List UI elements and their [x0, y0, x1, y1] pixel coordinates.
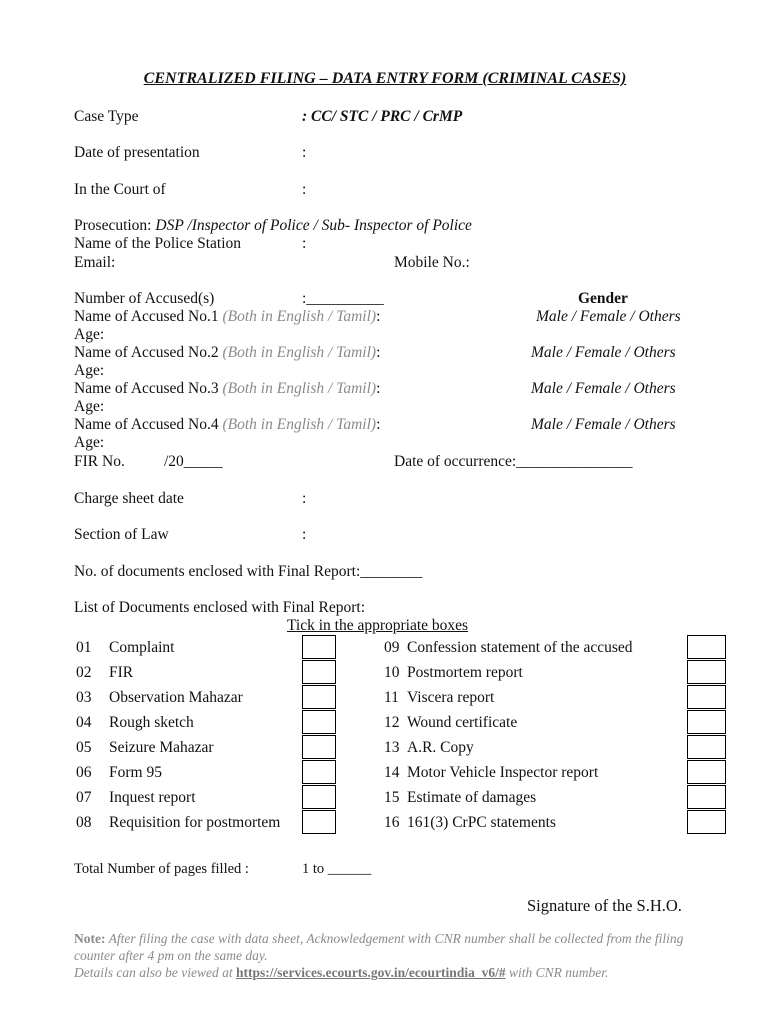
- accused-3-name: Name of Accused No.3 (Both in English / Tamil):: [74, 380, 381, 397]
- doc-checkbox-11[interactable]: [687, 685, 726, 709]
- tick-heading: Tick in the appropriate boxes: [287, 617, 469, 634]
- num-accused-label: Number of Accused(s): [74, 290, 215, 307]
- list-docs-label: List of Documents enclosed with Final Report:: [74, 599, 366, 616]
- accused-3-gender: Male / Female / Others: [531, 380, 676, 397]
- doc-row: 13 A.R. Copy: [384, 739, 474, 756]
- fir-label: FIR No.: [74, 453, 125, 470]
- police-station-colon: :: [302, 235, 307, 252]
- accused-1-hint: (Both in English / Tamil): [222, 308, 377, 325]
- prosecution-label: Prosecution:: [74, 217, 156, 234]
- num-docs-label: No. of documents enclosed with Final Report:________: [74, 563, 423, 580]
- footer-note: [74, 930, 714, 981]
- doc-checkbox-15[interactable]: [687, 785, 726, 809]
- court-colon: :: [302, 181, 307, 198]
- doc-checkbox-04[interactable]: [302, 710, 336, 734]
- signature-label: Signature of the S.H.O.: [527, 896, 682, 915]
- accused-4-gender: Male / Female / Others: [531, 416, 676, 433]
- fir-value: /20_____: [164, 453, 223, 470]
- occurrence-label: Date of occurrence:_______________: [394, 453, 633, 470]
- doc-checkbox-05[interactable]: [302, 735, 336, 759]
- date-presentation-label: Date of presentation: [74, 144, 200, 161]
- num-accused-value: :__________: [302, 290, 384, 307]
- doc-row: 03 Observation Mahazar: [76, 689, 243, 706]
- form-title: CENTRALIZED FILING – DATA ENTRY FORM (CRIMINAL CASES): [143, 70, 627, 87]
- ecourts-link[interactable]: https://services.ecourts.gov.in/ecourtindia_v6/#: [235, 965, 506, 980]
- doc-checkbox-07[interactable]: [302, 785, 336, 809]
- doc-row: 14 Motor Vehicle Inspector report: [384, 764, 599, 781]
- doc-checkbox-02[interactable]: [302, 660, 336, 684]
- doc-row: 09 Confession statement of the accused: [384, 639, 633, 656]
- doc-row: 04 Rough sketch: [76, 714, 194, 731]
- doc-checkbox-16[interactable]: [687, 810, 726, 834]
- accused-2-name: Name of Accused No.2 (Both in English / Tamil):: [74, 344, 381, 361]
- doc-checkbox-06[interactable]: [302, 760, 336, 784]
- doc-row: 08 Requisition for postmortem: [76, 814, 281, 831]
- accused-1-name: Name of Accused No.1 (Both in English / Tamil):: [74, 308, 381, 325]
- doc-row: 02 FIR: [76, 664, 134, 681]
- total-pages-label: Total Number of pages filled :: [74, 861, 249, 877]
- charge-sheet-label: Charge sheet date: [74, 490, 184, 507]
- prosecution-value: DSP /Inspector of Police / Sub- Inspector of Police: [155, 217, 472, 234]
- note-line2-post: with CNR number.: [505, 965, 609, 980]
- doc-row: 15 Estimate of damages: [384, 789, 537, 806]
- accused-3-age: Age:: [74, 398, 105, 415]
- court-label: In the Court of: [74, 181, 166, 198]
- accused-1-age: Age:: [74, 326, 105, 343]
- accused-4-name: Name of Accused No.4 (Both in English / Tamil):: [74, 416, 381, 433]
- accused-2-age: Age:: [74, 362, 105, 379]
- doc-checkbox-03[interactable]: [302, 685, 336, 709]
- note-line2-pre: Details can also be viewed at: [74, 965, 236, 980]
- mobile-label: Mobile No.:: [394, 254, 470, 271]
- accused-3-hint: (Both in English / Tamil): [222, 380, 377, 397]
- doc-row: 07 Inquest report: [76, 789, 196, 806]
- doc-row: 06 Form 95: [76, 764, 162, 781]
- doc-row: 11 Viscera report: [384, 689, 495, 706]
- section-law-colon: :: [302, 526, 307, 543]
- doc-checkbox-12[interactable]: [687, 710, 726, 734]
- charge-sheet-colon: :: [302, 490, 307, 507]
- doc-checkbox-14[interactable]: [687, 760, 726, 784]
- doc-row: 05 Seizure Mahazar: [76, 739, 214, 756]
- accused-4-age: Age:: [74, 434, 105, 451]
- doc-checkbox-01[interactable]: [302, 635, 336, 659]
- case-type-value: : CC/ STC / PRC / CrMP: [302, 108, 463, 125]
- note-label: Note:: [74, 931, 106, 946]
- doc-row: 01 Complaint: [76, 639, 175, 656]
- case-type-label: Case Type: [74, 108, 139, 125]
- doc-checkbox-10[interactable]: [687, 660, 726, 684]
- accused-2-hint: (Both in English / Tamil): [222, 344, 377, 361]
- total-pages-value: 1 to ______: [302, 861, 372, 877]
- doc-row: 16 161(3) CrPC statements: [384, 814, 556, 831]
- section-law-label: Section of Law: [74, 526, 169, 543]
- doc-checkbox-08[interactable]: [302, 810, 336, 834]
- doc-checkbox-09[interactable]: [687, 635, 726, 659]
- doc-row: 10 Postmortem report: [384, 664, 523, 681]
- note-line1: After filing the case with data sheet, Acknowledgement with CNR number shall be collected from the filing counter after 4 pm on the same day.: [74, 931, 684, 963]
- accused-2-gender: Male / Female / Others: [531, 344, 676, 361]
- doc-row: 12 Wound certificate: [384, 714, 518, 731]
- prosecution-line: [74, 217, 472, 235]
- gender-heading: Gender: [578, 290, 628, 307]
- accused-1-gender: Male / Female / Others: [536, 308, 681, 325]
- date-presentation-colon: :: [302, 144, 307, 161]
- email-label: Email:: [74, 254, 116, 271]
- police-station-label: Name of the Police Station: [74, 235, 242, 252]
- accused-4-hint: (Both in English / Tamil): [222, 416, 377, 433]
- doc-checkbox-13[interactable]: [687, 735, 726, 759]
